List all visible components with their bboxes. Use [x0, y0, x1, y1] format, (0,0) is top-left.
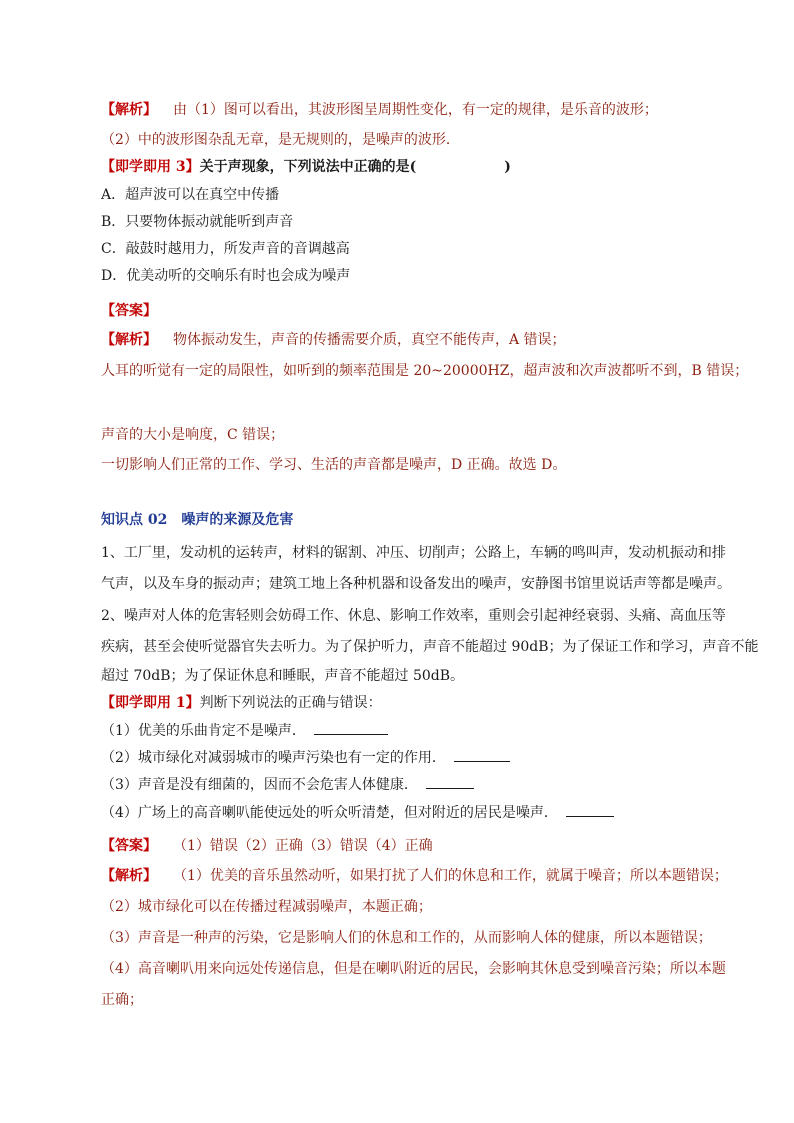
question-bracket-close: ) — [504, 159, 511, 175]
answer-tag: 【答案】 — [101, 838, 157, 854]
item-text: （4）广场上的高音喇叭能使远处的听众听清楚，但对附近的居民是噪声． — [101, 805, 558, 821]
analysis-line-2: （2）中的波形图杂乱无章，是无规则的，是噪声的波形． — [101, 132, 460, 148]
answer-blank — [426, 774, 474, 789]
q3-analysis-line-2: 人耳的听觉有一定的局限性，如听到的频率范围是 20~20000HZ，超声波和次声波都听不到，B 错误； — [101, 363, 749, 379]
question-text: 关于声现象，下列说法中正确的是( — [199, 159, 417, 175]
option-d: D．优美动听的交响乐有时也会成为噪声 — [101, 268, 351, 284]
q1-item-2 — [101, 747, 510, 768]
analysis-tag: 【解析】 — [101, 332, 157, 348]
question-text: 判断下列说法的正确与错误： — [199, 695, 382, 711]
item-text: （2）城市绿化对减弱城市的噪声污染也有一定的作用． — [101, 750, 446, 766]
option-b: B．只要物体振动就能听到声音 — [101, 214, 294, 230]
section-title: 知识点 02 噪声的来源及危害 — [101, 512, 294, 528]
analysis-text: （1）优美的音乐虽然动听，如果打扰了人们的休息和工作，就属于噪音；所以本题错误； — [173, 868, 728, 884]
answer-blank — [566, 802, 614, 817]
q1-analysis-line-2: （2）城市绿化可以在传播过程减弱噪声，本题正确； — [101, 899, 432, 915]
q1-item-1 — [101, 720, 388, 741]
option-c: C．敲鼓时越用力，所发声音的音调越高 — [101, 241, 350, 257]
analysis-text: 由（1）图可以看出，其波形图呈周期性变化，有一定的规律，是乐音的波形； — [173, 102, 658, 118]
answer-blank — [454, 747, 510, 762]
question-tag: 【即学即用 3】 — [101, 159, 200, 175]
q1-item-3 — [101, 774, 474, 795]
q1-analysis-line-4: （4）高音喇叭用来向远处传递信息，但是在喇叭附近的居民，会影响其休息受到噪音污染；所以本题 — [101, 961, 726, 977]
section-p1-line-1: 1、工厂里，发动机的运转声，材料的锯割、冲压、切削声；公路上，车辆的鸣叫声，发动机振动和排 — [101, 545, 726, 561]
q1-answer-line — [101, 836, 433, 856]
section-p1-line-2: 气声，以及车身的振动声；建筑工地上各种机器和设备发出的噪声，安静图书馆里说话声等都是噪声。 — [101, 576, 731, 592]
q1-item-4 — [101, 802, 614, 823]
section-p2-line-1: 2、噪声对人体的危害轻则会妨碍工作、休息、影响工作效率，重则会引起神经衰弱、头痛、高血压等 — [101, 608, 726, 624]
q3-analysis-line-1 — [101, 330, 566, 350]
analysis-line-1 — [101, 100, 658, 120]
answer-tag: 【答案】 — [101, 303, 157, 319]
section-p2-line-3: 超过 70dB；为了保证休息和睡眠，声音不能超过 50dB。 — [101, 668, 465, 684]
question-3-stem — [101, 157, 511, 177]
item-text: （3）声音是没有细菌的，因而不会危害人体健康． — [101, 777, 418, 793]
section-p2-line-2: 疾病，甚至会使听觉器官失去听力。为了保护听力，声音不能超过 90dB；为了保证工作和学习，声音不能 — [101, 639, 759, 655]
question-tag: 【即学即用 1】 — [101, 695, 200, 711]
q3-analysis-line-3: 声音的大小是响度，C 错误； — [101, 427, 285, 443]
q1-analysis-line-3: （3）声音是一种声的污染，它是影响人们的休息和工作的，从而影响人体的健康，所以本题错误； — [101, 930, 712, 946]
analysis-tag: 【解析】 — [101, 868, 157, 884]
q1-analysis-line-1 — [101, 866, 728, 886]
q3-analysis-line-4: 一切影响人们正常的工作、学习、生活的声音都是噪声，D 正确。故选 D。 — [101, 457, 567, 473]
answer-blank — [314, 720, 388, 735]
question-1-stem — [101, 693, 382, 713]
option-a: A．超声波可以在真空中传播 — [101, 187, 280, 203]
item-text: （1）优美的乐曲肯定不是噪声． — [101, 723, 306, 739]
analysis-tag: 【解析】 — [101, 102, 157, 118]
answer-text: （1）错误（2）正确（3）错误（4）正确 — [173, 838, 433, 854]
q1-analysis-line-5: 正确； — [101, 992, 143, 1008]
analysis-text: 物体振动发生，声音的传播需要介质，真空不能传声，A 错误； — [173, 332, 566, 348]
